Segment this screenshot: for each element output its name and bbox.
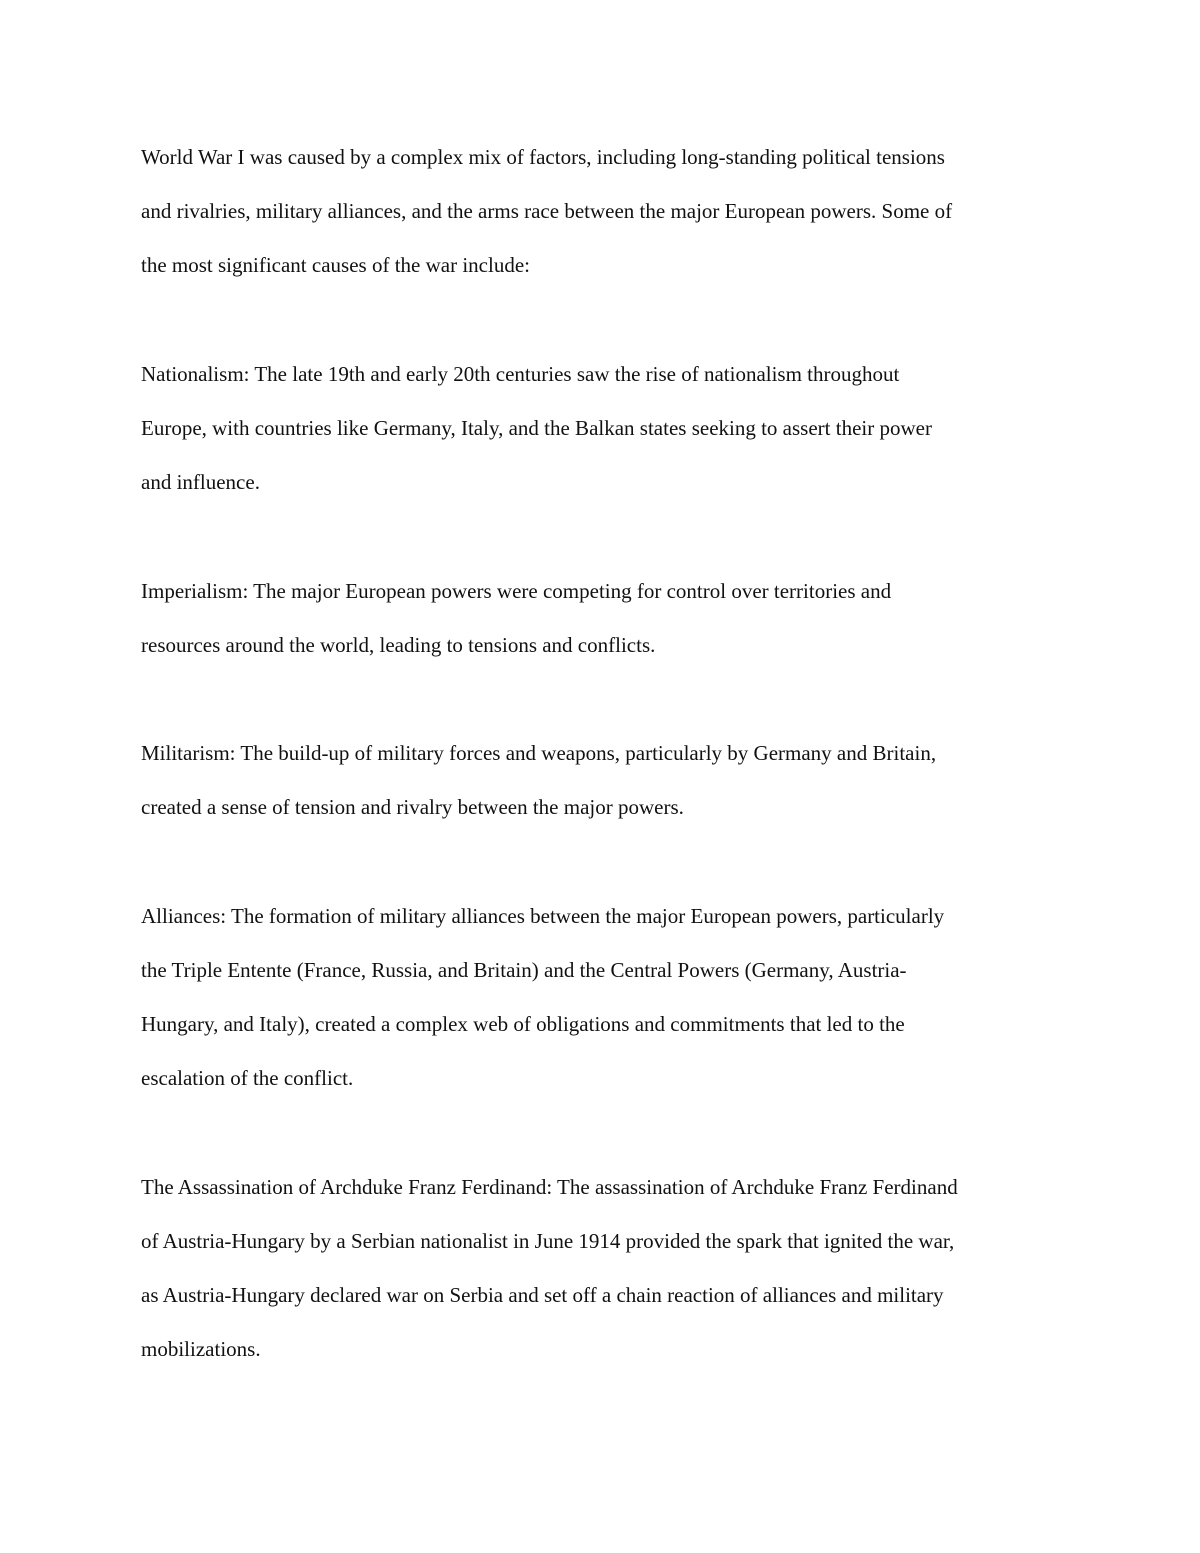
text-line: The Assassination of Archduke Franz Ferdinand: The assassination of Archduke Franz Ferdinand [141, 1174, 958, 1199]
paragraph-militarism [141, 726, 1071, 834]
text-line: Militarism: The build-up of military forces and weapons, particularly by Germany and Britain, [141, 741, 937, 766]
text-line: the most significant causes of the war include: [141, 253, 530, 278]
text-line: and influence. [141, 470, 260, 495]
text-line: mobilizations. [141, 1337, 261, 1362]
paragraph-alliances [141, 889, 1071, 1106]
text-line: Hungary, and Italy), created a complex web of obligations and commitments that led to the [141, 1012, 905, 1036]
text-line: Nationalism: The late 19th and early 20th centuries saw the rise of nationalism throughout [141, 361, 900, 386]
paragraph-imperialism [141, 564, 1071, 672]
text-line: Alliances: The formation of military alliances between the major European powers, particularly [141, 903, 945, 928]
text-line: Europe, with countries like Germany, Italy, and the Balkan states seeking to assert their power [141, 415, 932, 440]
text-line: Imperialism: The major European powers were competing for control over territories and [141, 578, 892, 603]
text-line: of Austria-Hungary by a Serbian nationalist in June 1914 provided the spark that ignited the war, [141, 1228, 955, 1253]
text-line: created a sense of tension and rivalry between the major powers. [141, 795, 684, 820]
text-line: as Austria-Hungary declared war on Serbia and set off a chain reaction of alliances and military [141, 1282, 944, 1307]
text-line: escalation of the conflict. [141, 1066, 354, 1091]
text-line: and rivalries, military alliances, and the arms race between the major European powers. Some of [141, 199, 953, 224]
document-body [141, 130, 1071, 1431]
text-line: resources around the world, leading to tensions and conflicts. [141, 632, 656, 657]
text-line: World War I was caused by a complex mix of factors, including long-standing political tensions [141, 145, 945, 169]
paragraph-nationalism [141, 347, 1071, 510]
paragraph-intro [141, 130, 1071, 293]
paragraph-assassination [141, 1160, 1071, 1377]
text-line: the Triple Entente (France, Russia, and Britain) and the Central Powers (Germany, Austria- [141, 957, 907, 982]
